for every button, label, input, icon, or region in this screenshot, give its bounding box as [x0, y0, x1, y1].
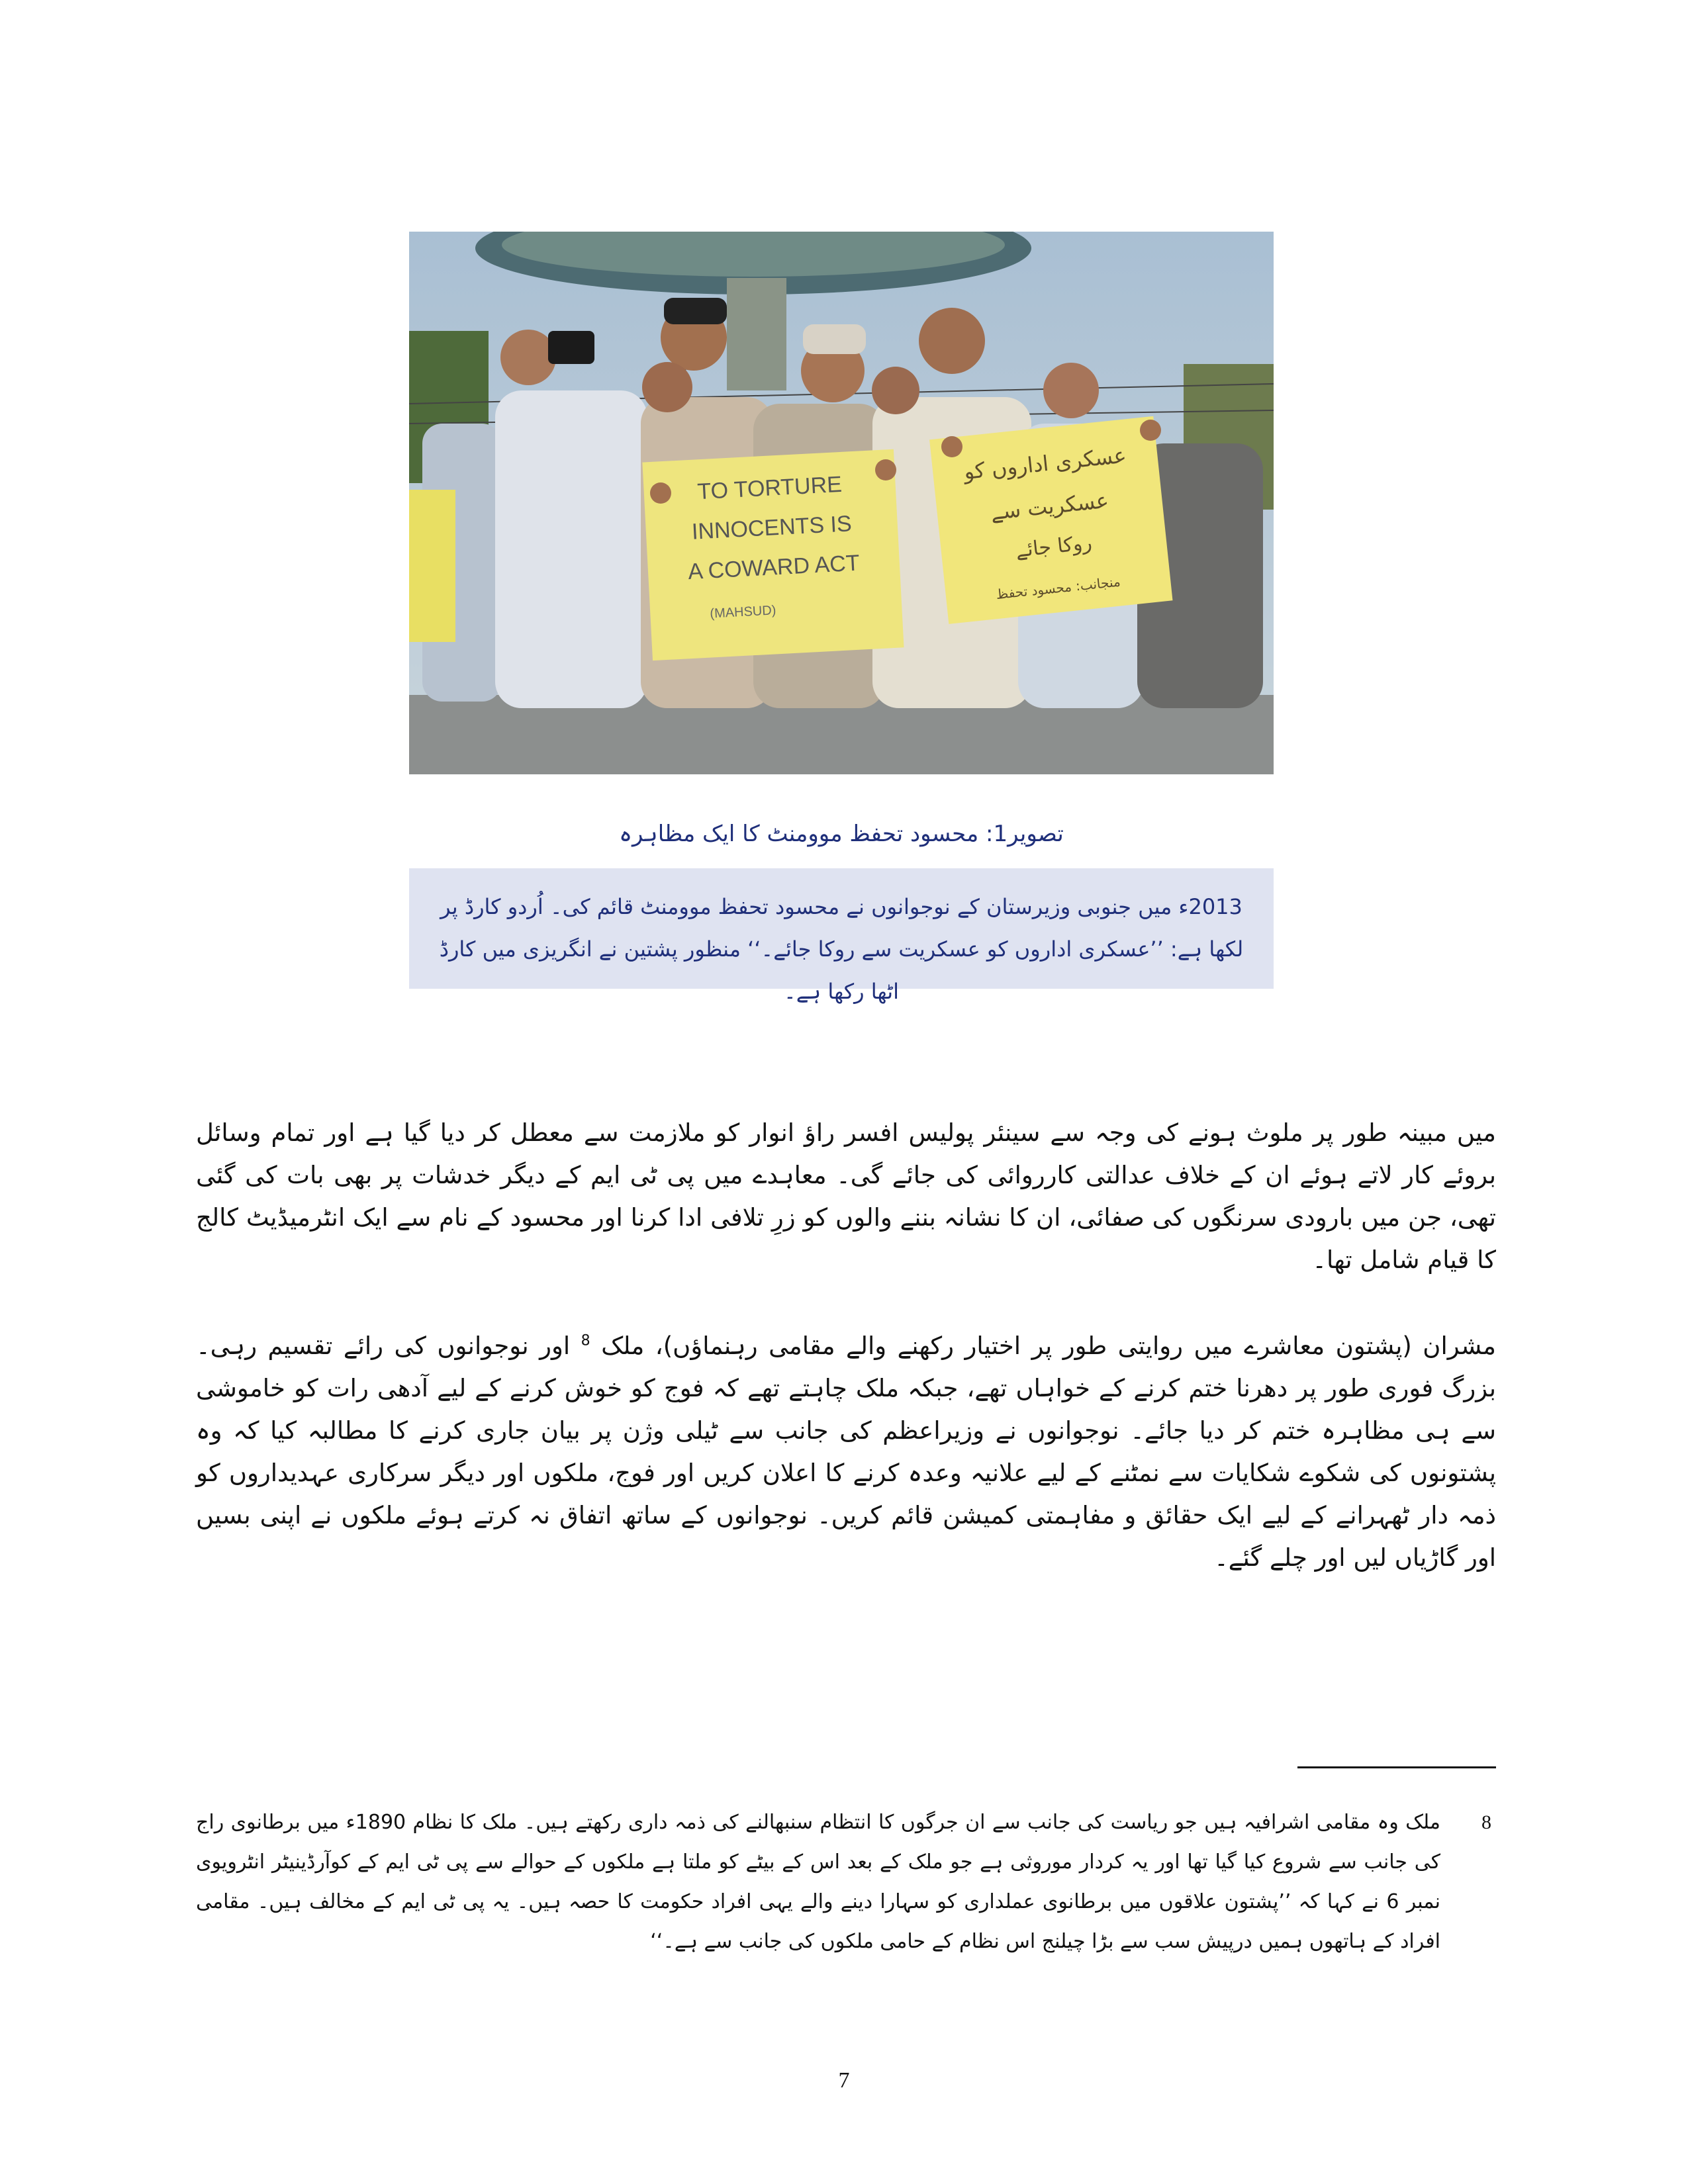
footnote-text: ملک وہ مقامی اشرافیہ ہیں جو ریاست کی جانب سے ان جرگوں کا انتظام سنبھالنے کی ذمہ داری رکھتے ہیں۔ ملک کا نظام 1890ء میں برطانوی راج کی جانب سے شروع کیا گیا تھا اور یہ کردار موروثی ہے جو ملک کے بعد اس کے بیٹے کو ملتا ہے ملکوں کے حوالے سے پی ٹی ایم کے کوآرڈینیٹر انٹرویوی نمبر 6 نے کہا کہ ’’پشتون علاقوں میں برطانوی عملداری کو سہارا دینے والے یہی افراد حکومت کا حصہ ہیں۔ یہ پی ٹی ایم کے مخالف ہیں۔ مقامی افراد کے ہاتھوں ہمیں درپیش سب سے بڑا چیلنج اس نظام کے حامی ملکوں کی جانب سے ہے۔‘‘ [196, 1811, 1441, 1953]
sign-left-line-1: TO TORTURE [696, 471, 843, 505]
protest-photo [409, 232, 1274, 774]
figure-caption-title: تصویر1: محسود تحفظ موومنٹ کا ایک مظاہرہ [619, 821, 1064, 847]
sign-right-line-4: منجانب: محسود تحفظ [995, 573, 1121, 603]
body-paragraph-2 [196, 1325, 1496, 1579]
footnote-reference[interactable]: 8 [581, 1332, 590, 1349]
paragraph-2-start: مشران (پشتون معاشرے میں روایتی طور پر اختیار رکھنے والے مقامی رہنماؤں)، ملک [590, 1332, 1496, 1360]
body-paragraph-1: میں مبینہ طور پر ملوث ہونے کی وجہ سے سینئر پولیس افسر راؤ انوار کو ملازمت سے معطل کر دیا گیا ہے اور تمام وسائل بروئے کار لاتے ہوئے ان کے خلاف عدالتی کارروائی کی جائے گی۔ معاہدے میں پی ٹی ایم کے دیگر خدشات پر بھی بات کی گئی تھی، جن میں بارودی سرنگوں کی صفائی، ان کا نشانہ بننے والوں کو زرِ تلافی ادا کرنا اور محسود کے نام سے ایک انٹرمیڈیٹ کالج کا قیام شامل تھا۔ [196, 1118, 1496, 1274]
footnote-number: 8 [1481, 1811, 1491, 1833]
figure-caption-text: 2013ء میں جنوبی وزیرستان کے نوجوانوں نے محسود تحفظ موومنٹ قائم کی۔ اُردو کارڈ پر لکھا ہے: ’’عسکری اداروں کو عسکریت سے روکا جائے۔‘‘ منظور پشتین نے انگریزی میں کارڈ اٹھا رکھا ہے۔ [439, 894, 1244, 1004]
sign-left-line-4: (MAHSUD) [709, 603, 776, 621]
sign-right-line-2: عسکریت سے [989, 487, 1110, 525]
figure-caption-description [409, 868, 1274, 1004]
sign-right-line-3: روکا جائے [1014, 531, 1094, 563]
sign-left-line-2: INNOCENTS IS [691, 511, 853, 545]
page-number: 7 [838, 2068, 850, 2093]
footnote-divider [1297, 1766, 1496, 1768]
sign-left-line-3: A COWARD ACT [687, 550, 861, 585]
paragraph-2-end: اور نوجوانوں کی رائے تقسیم رہی۔ بزرگ فوری طور پر دھرنا ختم کرنے کے خواہاں تھے، جبکہ ملک چاہتے تھے کہ فوج کو خوش کرنے کے لیے آدھی رات کو خاموشی سے ہی مظاہرہ ختم کر دیا جائے۔ نوجوانوں نے وزیراعظم کی جانب سے ٹیلی وژن پر بیان جاری کرنے کا مطالبہ کیا کہ وہ پشتونوں کی شکوے شکایات سے نمٹنے کے لیے علانیہ وعدہ کرنے کا اعلان کریں اور فوج، ملکوں اور دیگر سرکاری عہدیداروں کو ذمہ دار ٹھہرانے کے لیے ایک حقائق و مفاہمتی کمیشن قائم کریں۔ نوجوانوں کے ساتھ اتفاق نہ کرتے ہوئے ملکوں نے اپنی بسیں اور گاڑیاں لیں اور چلے گئے۔ [196, 1332, 1497, 1572]
sign-right-line-1: عسکری اداروں کو [962, 442, 1128, 485]
protest-photo-illustration [409, 232, 1274, 774]
